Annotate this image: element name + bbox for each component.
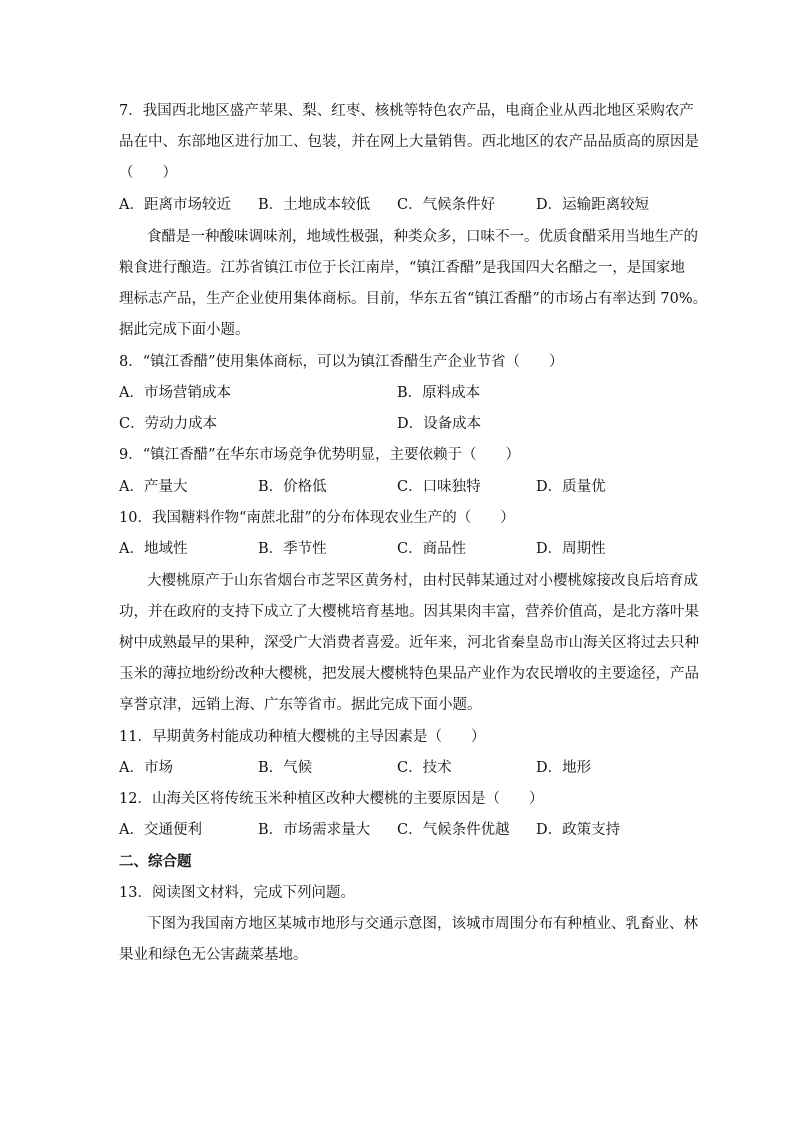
passage1-line4: 据此完成下面小题。 xyxy=(119,322,250,338)
q9-stem: 9．“镇江香醋”在华东市场竞争优势明显，主要依赖于（ ） xyxy=(119,447,521,463)
q13-text-line1: 下图为我国南方地区某城市地形与交通示意图，该城市周围分布有种植业、乳畜业、林 xyxy=(147,916,698,932)
q10-option-c: C．商品性 xyxy=(397,541,467,557)
q12-stem: 12．山海关区将传统玉米种植区改种大樱桃的主要原因是（ ） xyxy=(119,791,544,807)
q7-option-c: C．气候条件好 xyxy=(397,197,496,213)
passage2-line1: 大樱桃原产于山东省烟台市芝罘区黄务村，由村民韩某通过对小樱桃嫁接改良后培育成 xyxy=(147,573,698,589)
q12-option-c: C．气候条件优越 xyxy=(397,822,510,838)
q8-option-b: B．原料成本 xyxy=(397,385,481,401)
q11-option-d: D．地形 xyxy=(536,760,592,776)
q9-option-d: D．质量优 xyxy=(536,479,606,495)
passage1-line2: 粮食进行酿造。江苏省镇江市位于长江南岸，“镇江香醋”是我国四大名醋之一，是国家地 xyxy=(119,260,685,276)
passage1-line3: 理标志产品，生产企业使用集体商标。目前，华东五省“镇江香醋”的市场占有率达到 70%。 xyxy=(119,291,708,307)
q11-option-b: B．气候 xyxy=(258,760,313,776)
passage1-line1: 食醋是一种酸味调味剂，地域性极强，种类众多，口味不一。优质食醋采用当地生产的 xyxy=(147,229,698,245)
passage2-line5: 享誉京津，远销上海、广东等省市。据此完成下面小题。 xyxy=(119,697,482,713)
q7-answer-paren: （ ） xyxy=(119,165,177,181)
q8-stem: 8．“镇江香醋”使用集体商标，可以为镇江香醋生产企业节省（ ） xyxy=(119,354,564,370)
q7-option-b: B．土地成本较低 xyxy=(258,197,371,213)
q10-option-a: A．地域性 xyxy=(119,541,188,557)
section-heading: 二、综合题 xyxy=(119,853,192,870)
q10-stem: 10．我国糖料作物“南蔗北甜”的分布体现农业生产的（ ） xyxy=(119,510,515,526)
q9-option-c: C．口味独特 xyxy=(397,479,481,495)
q8-option-d: D．设备成本 xyxy=(397,416,482,432)
q10-option-d: D．周期性 xyxy=(536,541,606,557)
q11-option-c: C．技术 xyxy=(397,760,452,776)
q11-option-a: A．市场 xyxy=(119,760,173,776)
passage2-line2: 功，并在政府的支持下成立了大樱桃培育基地。因其果肉丰富，营养价值高，是北方落叶果 xyxy=(119,604,699,620)
q9-option-a: A．产量大 xyxy=(119,479,188,495)
q9-option-b: B．价格低 xyxy=(258,479,327,495)
q12-option-b: B．市场需求量大 xyxy=(258,822,371,838)
q7-option-a: A．距离市场较近 xyxy=(119,197,231,213)
q8-option-a: A．市场营销成本 xyxy=(119,385,231,401)
q8-option-c: C．劳动力成本 xyxy=(119,416,218,432)
q7-stem-line2: 品在中、东部地区进行加工、包装，并在网上大量销售。西北地区的农产品品质高的原因是 xyxy=(119,134,699,150)
q12-option-a: A．交通便利 xyxy=(119,822,202,838)
passage2-line3: 树中成熟最早的果种，深受广大消费者喜爱。近年来，河北省秦皇岛市山海关区将过去只种 xyxy=(119,635,699,651)
q13-text-line2: 果业和绿色无公害蔬菜基地。 xyxy=(119,947,308,963)
q13-stem: 13．阅读图文材料，完成下列问题。 xyxy=(119,885,355,901)
passage2-line4: 玉米的薄拉地纷纷改种大樱桃，把发展大樱桃特色果品产业作为农民增收的主要途径，产品 xyxy=(119,666,699,682)
q7-option-d: D．运输距离较短 xyxy=(536,197,650,213)
q11-stem: 11．早期黄务村能成功种植大樱桃的主导因素是（ ） xyxy=(119,729,486,745)
q12-option-d: D．政策支持 xyxy=(536,822,621,838)
q10-option-b: B．季节性 xyxy=(258,541,327,557)
q7-stem-line1: 7．我国西北地区盛产苹果、梨、红枣、核桃等特色农产品，电商企业从西北地区采购农产 xyxy=(119,103,694,119)
